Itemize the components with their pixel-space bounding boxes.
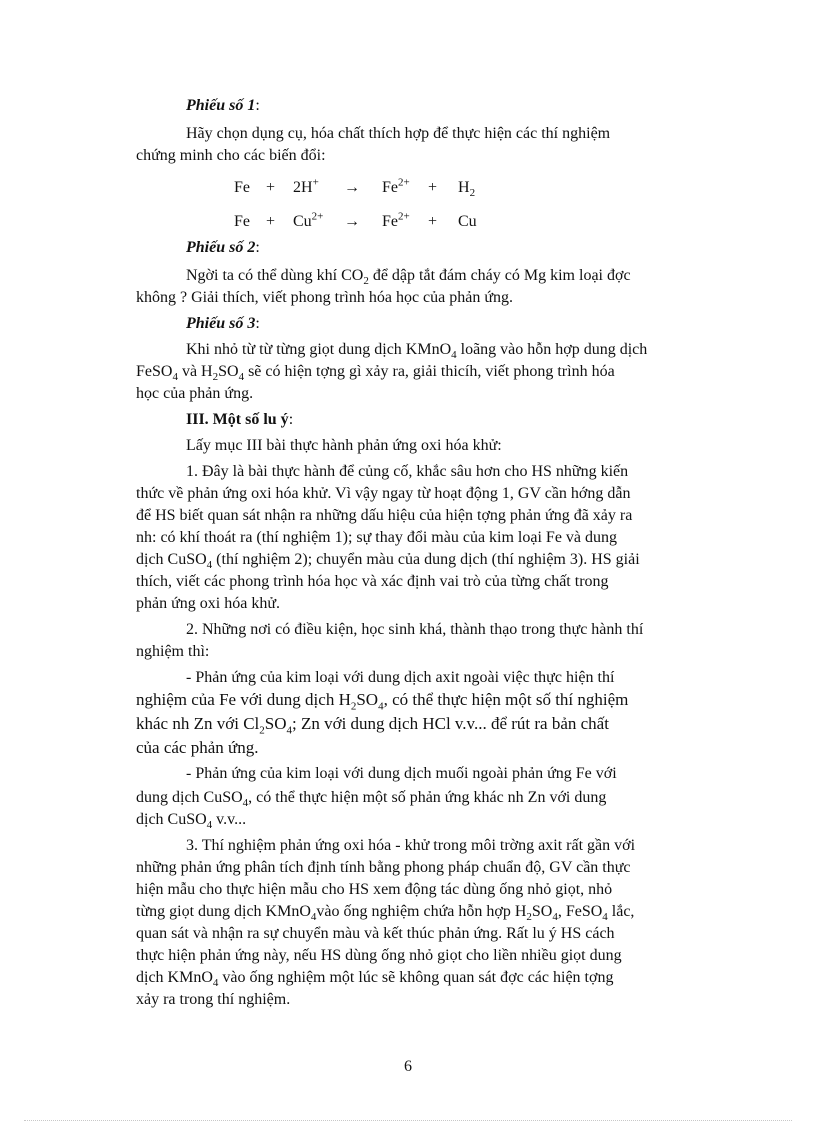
- paragraph-1-line-5: dịch CuSO$_4$ (thí nghiệm 2); chuyển màu của dung dịch (thí nghiệm 3). HS giải: [136, 551, 640, 572]
- paragraph-5-line-7: dịch KMnO$_4$ vào ống nghiệm một lúc sẽ không quan sát đợc các hiện tợng: [136, 969, 614, 990]
- section-3-intro: Lấy mục III bài thực hành phản ứng oxi hóa khử:: [186, 437, 502, 454]
- paragraph-2-line-2: nghiệm thì:: [136, 643, 210, 660]
- paragraph-5-line-5: quan sát và nhận ra sự chuyển màu và kết thúc phản ứng. Rất lu ý HS cách: [136, 925, 615, 942]
- phieu-2-heading: Phiếu số 2:: [186, 239, 260, 256]
- phieu-3-line-1: Khi nhỏ từ từ từng giọt dung dịch KMnO$_4$ loãng vào hỗn hợp dung dịch: [186, 341, 648, 362]
- paragraph-3-line-1: - Phản ứng của kim loại với dung dịch axit ngoài việc thực hiện thí: [186, 669, 615, 686]
- phieu-1-line-2: chứng minh cho các biến đổi:: [136, 147, 326, 164]
- paragraph-1-line-6: thích, viết các phong trình hóa học và xác định vai trò của từng chất trong: [136, 573, 609, 590]
- paragraph-4-line-3: dịch CuSO$_4$ v.v...: [136, 811, 247, 832]
- arrow-icon: →: [344, 213, 360, 230]
- paragraph-4-line-1: - Phản ứng của kim loại với dung dịch muối ngoài phản ứng Fe với: [186, 765, 617, 782]
- phieu-2-line-1: Ngời ta có thể dùng khí $CO_2$ để dập tắt đám cháy có Mg kim loại đợc: [186, 267, 631, 288]
- paragraph-1-line-4: nh: có khí thoát ra (thí nghiệm 1); sự thay đổi màu của kim loại Fe và dung: [136, 529, 618, 546]
- phieu-3-line-3: học của phản ứng.: [136, 385, 254, 402]
- paragraph-5-line-1: 3. Thí nghiệm phản ứng oxi hóa - khử trong môi trờng axit rất gần với: [186, 837, 636, 854]
- phieu-3-heading: Phiếu số 3:: [186, 315, 260, 332]
- paragraph-2-line-1: 2. Những nơi có điều kiện, học sinh khá, thành thạo trong thực hành thí: [186, 621, 644, 638]
- phieu-1-heading: Phiếu số 1:: [186, 97, 260, 114]
- paragraph-1-line-7: phản ứng oxi hóa khử.: [136, 595, 280, 612]
- paragraph-3-line-2: nghiệm của Fe với dung dịch $H_2SO_4$, có thể thực hiện một số thí nghiệm: [136, 690, 629, 713]
- phieu-3-line-2: FeSO$_4$ và $H_2SO_4$ sẽ có hiện tợng gì xảy ra, giải thicíh, viết phong trình hóa: [136, 363, 615, 384]
- paragraph-1-line-1: 1. Đây là bài thực hành để củng cố, khắc sâu hơn cho HS những kiến: [186, 463, 629, 480]
- paragraph-3-line-4: của các phản ứng.: [136, 738, 259, 757]
- page-number: 6: [404, 1058, 412, 1075]
- paragraph-5-line-8: xảy ra trong thí nghiệm.: [136, 991, 291, 1008]
- paragraph-1-line-2: thức về phản ứng oxi hóa khử. Vì vậy ngay từ hoạt động 1, GV cần hớng dẫn: [136, 485, 631, 502]
- paragraph-1-line-3: để HS biết quan sát nhận ra những dấu hiệu của hiện tợng phản ứng đã xảy ra: [136, 507, 633, 524]
- page-bottom-rule: [24, 1120, 792, 1121]
- equation-1: Fe + 2H+ → $Fe^{2+}$ + $H_2$: [234, 176, 476, 200]
- paragraph-5-line-6: thực hiện phản ứng này, nếu HS dùng ống nhỏ giọt cho liền nhiều giọt dung: [136, 947, 622, 964]
- arrow-icon: →: [344, 179, 360, 196]
- phieu-2-line-2: không ? Giải thích, viết phong trình hóa học của phản ứng.: [136, 289, 514, 306]
- equation-2: Fe + $Cu^{2+}$ → $Fe^{2+}$ + Cu: [234, 210, 477, 230]
- paragraph-5-line-4: từng giọt dung dịch KMnO$_4$vào ống nghiệm chứa hỗn hợp $H_2SO_4$, FeSO$_4$ lắc,: [136, 903, 635, 924]
- paragraph-3-line-3: khác nh Zn với $Cl_2SO_4$; Zn với dung dịch HCl v.v... để rút ra bản chất: [136, 714, 609, 737]
- paragraph-5-line-2: những phản ứng phân tích định tính bằng phong pháp chuẩn độ, GV cần thực: [136, 859, 631, 876]
- phieu-1-line-1: Hãy chọn dụng cụ, hóa chất thích hợp để thực hiện các thí nghiệm: [186, 125, 611, 142]
- paragraph-4-line-2: dung dịch CuSO$_4$, có thể thực hiện một số phản ứng khác nh Zn với dung: [136, 789, 607, 810]
- paragraph-5-line-3: hiện mẫu cho thực hiện mẫu cho HS xem động tác dùng ống nhỏ giọt, nhỏ: [136, 881, 613, 898]
- section-3-heading: III. Một số lu ý:: [186, 411, 294, 428]
